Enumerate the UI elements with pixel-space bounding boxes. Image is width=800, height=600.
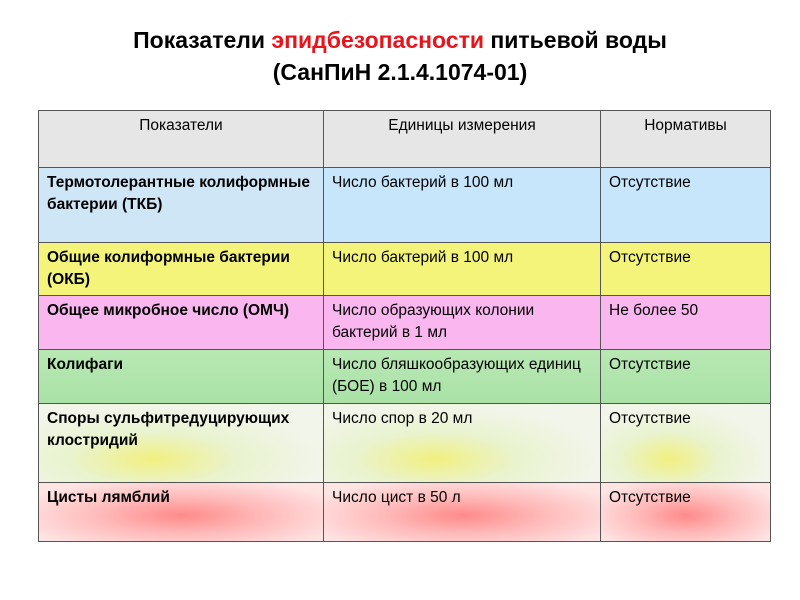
header-units: Единицы измерения	[324, 111, 601, 168]
unit-cell: Число спор в 20 мл	[324, 404, 601, 483]
indicator-cell: Цисты лямблий	[39, 483, 324, 542]
title-accent: эпидбезопасности	[271, 27, 484, 53]
unit-cell: Число образующих колонии бактерий в 1 мл	[324, 296, 601, 350]
table-header-row	[39, 111, 771, 168]
norm-cell: Отсутствие	[601, 243, 771, 296]
unit-cell: Число бляшкообразующих единиц (БОЕ) в 100 мл	[324, 350, 601, 404]
norm-cell: Отсутствие	[601, 404, 771, 483]
unit-cell: Число бактерий в 100 мл	[324, 168, 601, 243]
table-row	[39, 243, 771, 296]
norm-cell: Отсутствие	[601, 168, 771, 243]
title-prefix: Показатели	[133, 27, 272, 53]
norm-cell: Отсутствие	[601, 483, 771, 542]
table-row	[39, 350, 771, 404]
indicator-cell: Термотолерантные колиформные бактерии (ТКБ)	[39, 168, 324, 243]
unit-cell: Число цист в 50 л	[324, 483, 601, 542]
title-line-2: (СанПиН 2.1.4.1074-01)	[272, 59, 528, 85]
page-title	[0, 24, 800, 88]
norm-cell: Не более 50	[601, 296, 771, 350]
indicator-cell: Споры сульфитредуцирующих клостридий	[39, 404, 324, 483]
indicator-cell: Колифаги	[39, 350, 324, 404]
table-row	[39, 483, 771, 542]
indicators-table	[38, 110, 771, 542]
table-row	[39, 404, 771, 483]
table-row	[39, 296, 771, 350]
indicator-cell: Общее микробное число (ОМЧ)	[39, 296, 324, 350]
indicator-cell: Общие колиформные бактерии (ОКБ)	[39, 243, 324, 296]
header-indicators: Показатели	[39, 111, 324, 168]
title-line-1	[0, 24, 800, 56]
norm-cell: Отсутствие	[601, 350, 771, 404]
table-row	[39, 168, 771, 243]
header-norms: Нормативы	[601, 111, 771, 168]
unit-cell: Число бактерий в 100 мл	[324, 243, 601, 296]
title-suffix: питьевой воды	[483, 27, 667, 53]
